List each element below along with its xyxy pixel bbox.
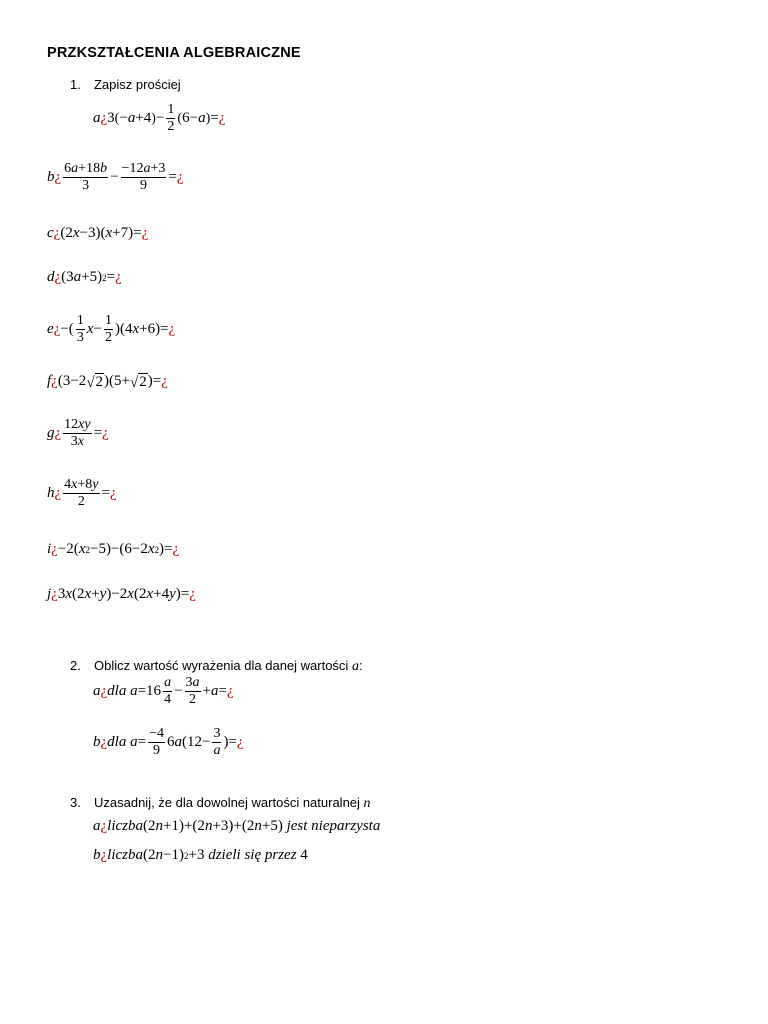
expression-2a: a ¿ dla a =16 $\frac{a}{4}$ − $\frac{3a}{2}$ + a = ¿: [93, 675, 234, 707]
expression-3a: a ¿ liczba (2 n +1)+(2 n +3)+(2 n +5) jest nieparzysta: [93, 818, 381, 834]
expression-1a: a ¿ 3 ( − a +4 ) − $\frac{1}{2}$ ( 6− a ) = ¿: [93, 102, 226, 134]
question-3-text: Uzasadnij, że dla dowolnej wartości naturalnej: [94, 795, 364, 810]
expression-1i: i ¿ −2( x 2 −5)−(6−2 x 2 )= ¿: [47, 541, 180, 557]
question-1-heading: [70, 77, 181, 92]
expression-1c: c ¿ (2 x −3)( x +7)= ¿: [47, 225, 149, 241]
expression-1g: g ¿ $\frac{12xy}{3x}$ = ¿: [47, 417, 109, 449]
expression-1j: j ¿ 3 x (2 x + y )−2 x (2 x +4 y )= ¿: [47, 586, 196, 602]
expression-1e: e ¿ −( $\frac{1}{3}$ x − $\frac{1}{2}$ )(4 x +6)= ¿: [47, 313, 176, 345]
document-title: PRZKSZTAŁCENIA ALGEBRAICZNE: [47, 45, 301, 61]
question-1-text: Zapisz prościej: [94, 77, 181, 92]
question-2-colon: :: [358, 658, 363, 673]
expression-1b: b ¿ $\frac{6a+18b}{3}$ − $\frac{-12a+3}{9}$ = ¿: [47, 161, 184, 193]
expression-3b: b ¿ liczba (2 n −1) 2 +3 dzieli się przez 4: [93, 847, 308, 863]
expression-1h: h ¿ $\frac{4x+8y}{2}$ = ¿: [47, 477, 117, 509]
question-2-number: 2.: [70, 658, 81, 673]
question-2-text: Oblicz wartość wyrażenia dla danej wartości: [94, 658, 352, 673]
expression-1d: d ¿ (3 a +5) 2 = ¿: [47, 269, 122, 285]
question-3-variable: n: [363, 796, 371, 811]
expression-1f: f ¿ (3−2 √ 2 )(5+ √ 2 )= ¿: [47, 373, 168, 391]
question-3-heading: [70, 795, 371, 812]
question-3-number: 3.: [70, 795, 81, 810]
question-2-heading: [70, 658, 363, 675]
expression-2b: b ¿ dla a = $\frac{-4}{9}$ 6 a (12− $\frac{3}{a}$ )= ¿: [93, 726, 244, 758]
question-2-variable: a: [351, 659, 359, 674]
question-1-number: 1.: [70, 77, 81, 92]
